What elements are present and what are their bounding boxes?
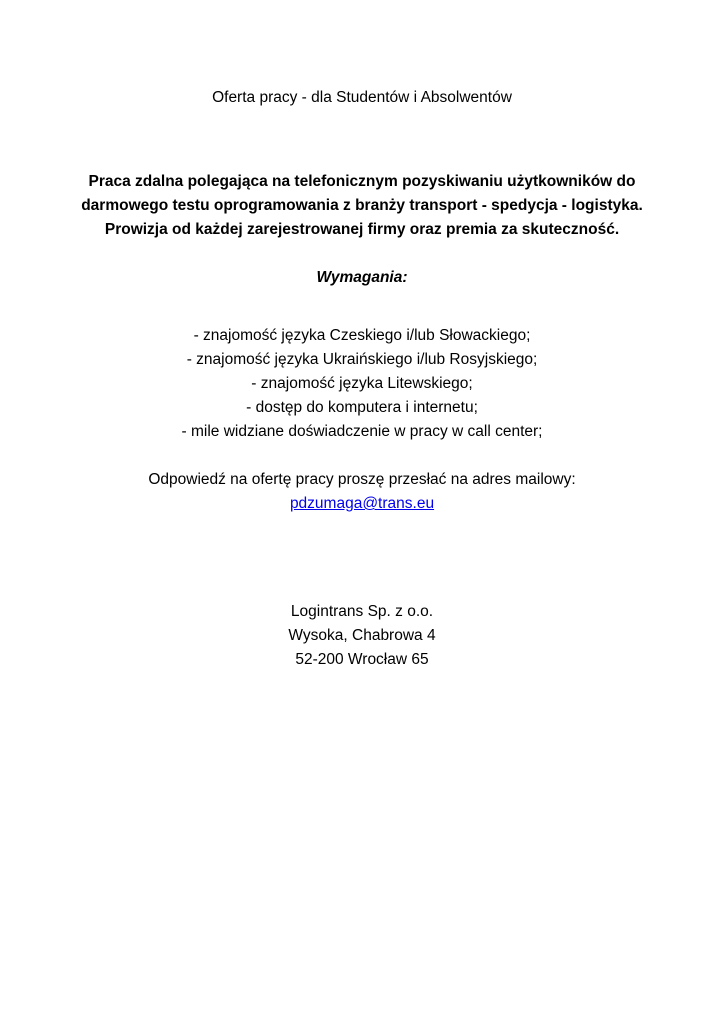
contact-text: Odpowiedź na ofertę pracy proszę przesłać na adres mailowy:	[148, 471, 576, 488]
contact-email-link[interactable]: pdzumaga@trans.eu	[289, 495, 435, 512]
intro-line-2: darmowego testu oprogramowania z branży transport - spedycja - logistyka.	[81, 197, 643, 214]
intro-line-1: Praca zdalna polegająca na telefonicznym pozyskiwaniu użytkowników do	[88, 173, 636, 190]
requirements-heading: Wymagania:	[316, 269, 408, 286]
company-address-line-2: 52-200 Wrocław 65	[295, 651, 429, 668]
requirement-item: - mile widziane doświadczenie w pracy w call center;	[181, 423, 543, 440]
requirement-item: - znajomość języka Czeskiego i/lub Słowackiego;	[193, 327, 531, 344]
requirement-item: - znajomość języka Ukraińskiego i/lub Rosyjskiego;	[186, 351, 538, 368]
requirement-item: - znajomość języka Litewskiego;	[251, 375, 473, 392]
company-address-line-1: Wysoka, Chabrowa 4	[288, 627, 436, 644]
company-name: Logintrans Sp. z o.o.	[290, 603, 434, 620]
requirement-item: - dostęp do komputera i internetu;	[246, 399, 478, 416]
document-title: Oferta pracy - dla Studentów i Absolwentów	[212, 89, 512, 106]
intro-line-3: Prowizja od każdej zarejestrowanej firmy oraz premia za skuteczność.	[104, 221, 620, 238]
contact-email-row	[0, 492, 724, 516]
